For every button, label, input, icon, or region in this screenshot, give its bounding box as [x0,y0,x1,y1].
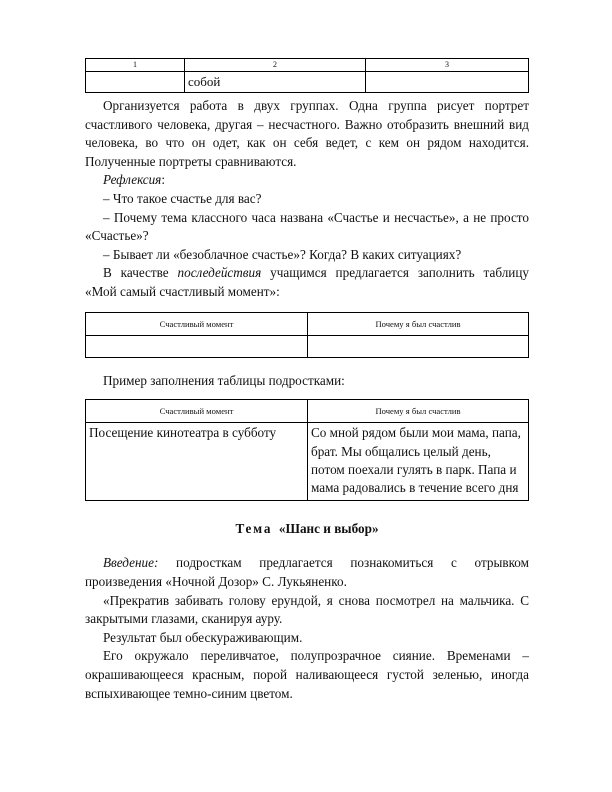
table-cell: собой [185,72,366,93]
table-cell-moment: Посещение кинотеатра в субботу [86,423,308,501]
paragraph-aftereffect [85,264,529,301]
column-header-reason: Почему я был счастлив [308,400,529,423]
document-page [85,58,529,703]
quote-paragraph-2: Результат был обескураживающим. [103,629,303,645]
reflection-colon: : [161,172,165,188]
paragraph-groups: Организуется работа в двух группах. Одна группа рисует портрет счастливого человека, другая – несчастного. Важно отобразить внешний вид человека, во что он одет, как он себя ведет, с кем он рядом находится. Полученные портреты сравниваются. [85,98,529,169]
question-1: – Что такое счастье для вас? [103,190,262,206]
intro-text: подросткам предлагается познакомиться с отрывком произведения «Ночной Дозор» С. Лукьяненко. [85,555,529,589]
intro-label: Введение: [103,555,159,571]
example-intro: Пример заполнения таблицы подростками: [103,372,345,388]
question-2: – Почему тема классного часа названа «Счастье и несчастье», а не просто «Счастье»? [85,209,529,244]
table-cell-empty [308,335,529,357]
column-number-3: 3 [366,59,529,72]
reflection-heading [85,171,529,190]
column-number-2: 2 [185,59,366,72]
aftereffect-text-pre: В качестве [103,265,178,281]
table-row [86,72,529,93]
question-3: – Бывает ли «безоблачное счастье»? Когда? В каких ситуациях? [103,246,462,262]
column-header-reason: Почему я был счастлив [308,312,529,335]
aftereffect-text-post: учащимся предлагается заполнить таблицу «Мой самый счастливый момент»: [85,265,529,299]
column-header-moment: Счастливый момент [86,312,308,335]
reflection-label: Рефлексия [103,172,162,188]
quote-paragraph-3: Его окружало переливчатое, полупрозрачное сияние. Временами – окрашивающееся красным, порой наливающееся густой зеленью, иногда вспыхивающее темно-синим цветом. [85,648,529,701]
continuation-table [85,58,529,93]
table-row [86,423,529,501]
table-header-row [86,400,529,423]
topic-title: «Шанс и выбор» [278,520,379,536]
table-cell [366,72,529,93]
table-cell [86,72,185,93]
topic-heading [85,520,529,539]
table-header-row [86,59,529,72]
happy-moment-table [85,312,529,358]
paragraph-intro [85,554,529,591]
aftereffect-term: последействия [177,265,262,281]
column-header-moment: Счастливый момент [86,400,308,423]
quote-paragraph-1: «Прекратив забивать голову ерундой, я снова посмотрел на мальчика. С закрытыми глазами, сканируя ауру. [85,592,529,627]
column-number-1: 1 [86,59,185,72]
table-row [86,335,529,357]
table-cell-reason: Со мной рядом были мои мама, папа, брат. Мы общались целый день, потом поехали гулять в парк. Папа и мама радовались в течение всего дня [308,423,529,501]
topic-word: Тема [235,520,273,536]
table-header-row [86,312,529,335]
table-cell-empty [86,335,308,357]
example-table [85,399,529,501]
